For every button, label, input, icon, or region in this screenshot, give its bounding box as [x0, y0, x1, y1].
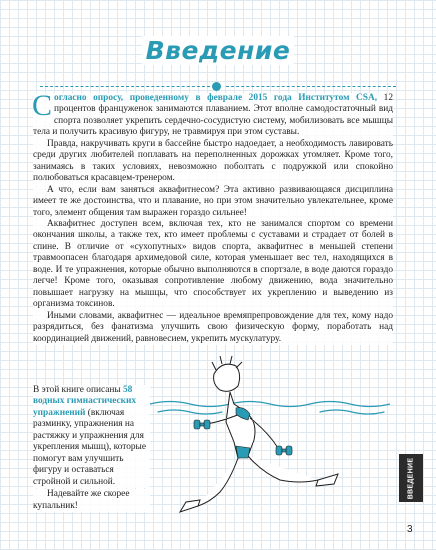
highlight-survey: огласно опросу, проведенному в феврале 2015 года Институтом CSA,: [54, 93, 378, 103]
title-divider-right: [226, 86, 396, 88]
title-divider-dot: [212, 82, 221, 91]
narrow-column: [33, 385, 150, 512]
paragraph-4: Аквафитнес доступен всем, включая тех, кто не занимался спортом со времени окончания школы, а также тех, кто имеет проблемы с суставами и страдает от болей в спине. В отличие от «сухопутных» видов спорта, аквафитнес в меньшей степени травмоопасен благодаря архимедовой силе, которая уменьшает вес тел, находящихся в воде. И те упражнения, которые обычно выполняются в спортзале, в воде даются гораздо легче! Кроме того, оказывая сопротивление любому движению, вода значительно повышает нагрузку на мышцы, что способствует их укреплению и выведению из организма токсинов.: [33, 218, 393, 310]
paragraph-1-rest: 12 процентов француженок занимаются плаванием. Этот вполне самодостаточный вид спорта позволяет укрепить сердечно-сосудистую систему, мобилизовать все мышцы тела и получить красивую фигуру, не травмируя при этом суставы.: [33, 93, 393, 138]
title-block: [0, 36, 436, 65]
paragraph-6: Надевайте же скорее купальник!: [33, 489, 150, 512]
paragraph-1: [32, 89, 393, 139]
highlight-exercises: 58 водных гимнастических упражнений: [33, 385, 137, 418]
paragraph-2: Правда, накручивать круги в бассейне быстро надоедает, а необходимость лавировать среди других любителей поплавать на переполненных дорожках утомляет. Кроме того, занимаясь в таких условиях, невозможно поболтать с подружкой или спокойно полюбоваться красавцем-тренером.: [33, 138, 393, 184]
page-title: Введение: [142, 36, 295, 65]
body-text: [32, 89, 393, 345]
section-tab: [399, 454, 423, 502]
woman-aqua-fitness-illustration: [150, 352, 390, 522]
water-lines: [150, 402, 390, 415]
page-number: 3: [407, 524, 413, 535]
paragraph-5: Иными словами, аквафитнес — идеальное времяпрепровождение для тех, кому надо разрядиться, без фанатизма улучшить свою физическую форму, поработать над координацией движений, равновесием, укрепить мускулатуру.: [33, 310, 393, 344]
paragraph-3: А что, если вам заняться аквафитнесом? Эта активно развивающаяся дисциплина имеет те же достоинства, что и плавание, но при этом значительно увлекательнее, кроме того, элемент общения там выражен гораздо сильнее!: [33, 184, 393, 218]
paragraph-5-tail: В этой книге описаны 58 водных гимнастических упражнений (включая разминку, упражнения на растяжку и упражнения для укрепления мышц), которые помогут вам улучшить фигуру и оставаться стройной и сильной.: [33, 385, 150, 488]
title-divider-left: [40, 86, 210, 88]
woman-figure: [180, 356, 338, 512]
drop-cap: С: [32, 89, 53, 122]
section-tab-label: ВВЕДЕНИЕ: [407, 457, 415, 499]
